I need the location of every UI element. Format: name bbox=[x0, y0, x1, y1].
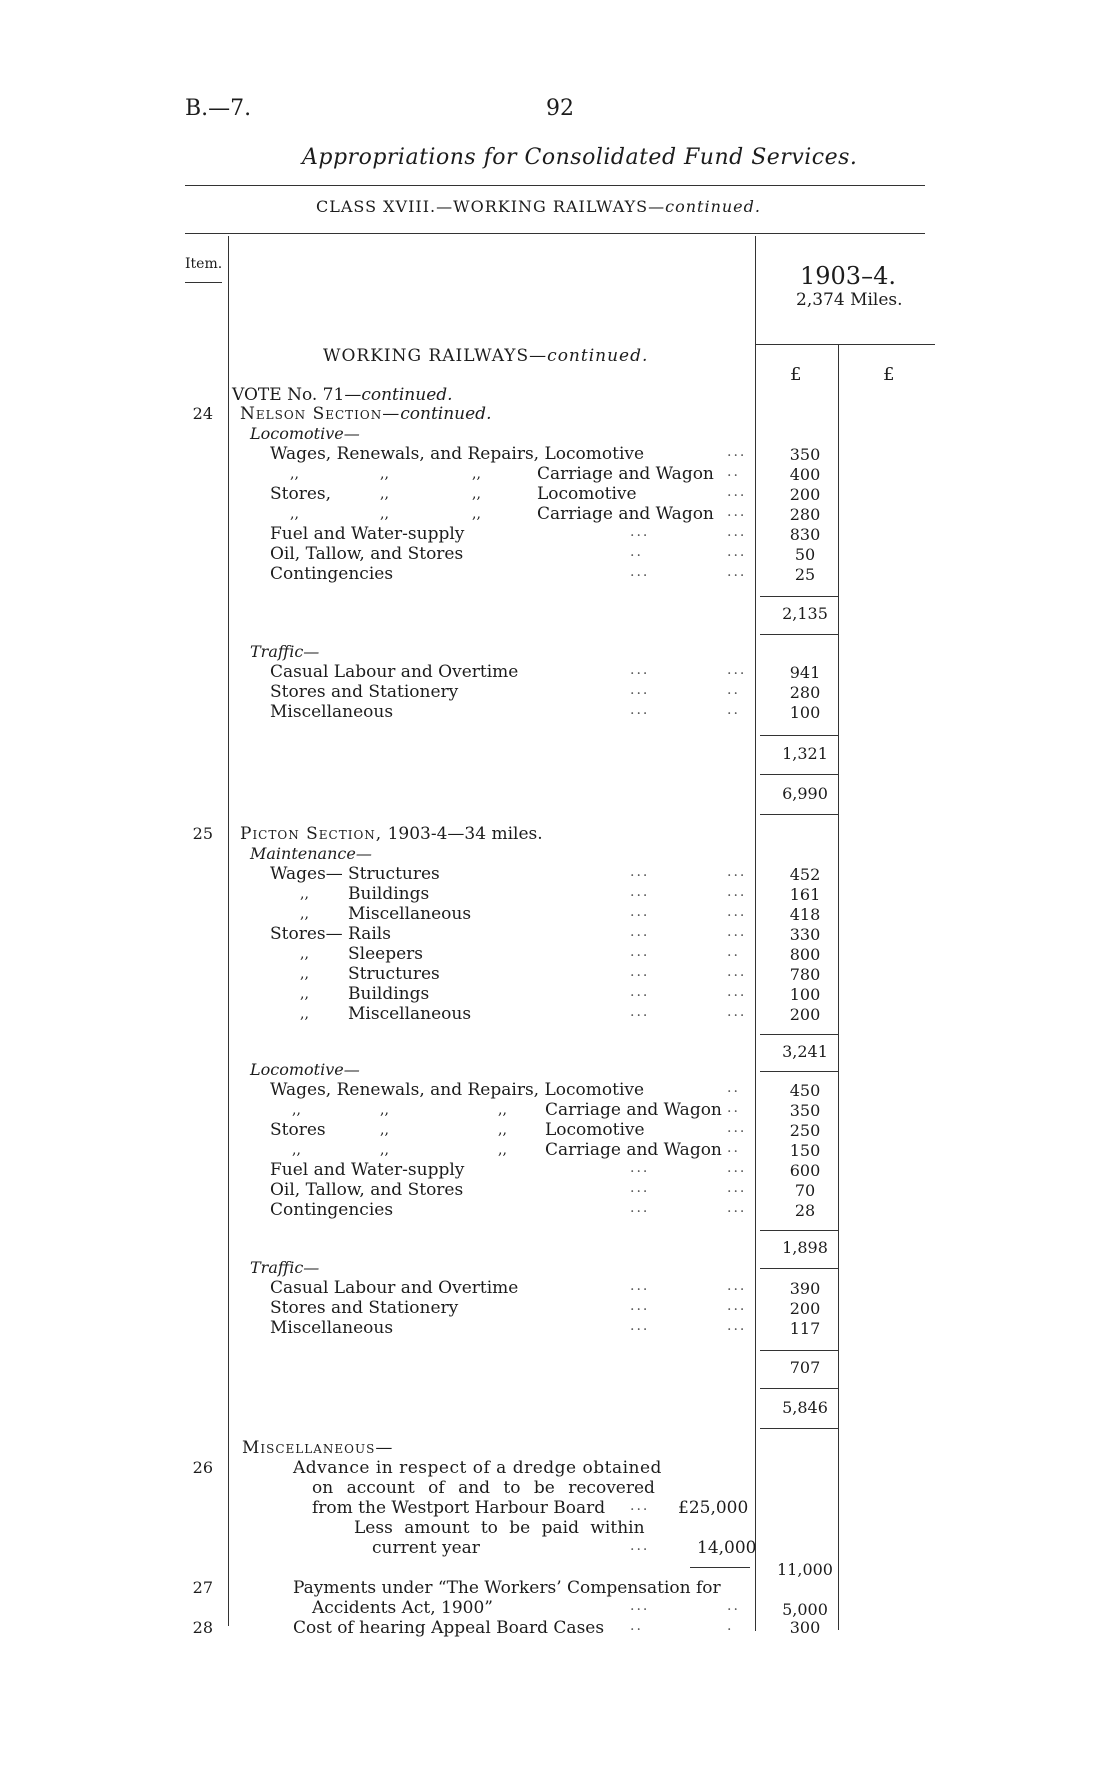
line-item-value: 250 bbox=[789, 1121, 821, 1140]
leader-dots: ... bbox=[630, 884, 650, 900]
line-item-label: Contingencies bbox=[270, 1200, 394, 1220]
leader-dots: ... bbox=[727, 1180, 747, 1196]
leader-dots: .. bbox=[630, 544, 643, 560]
total-rule bbox=[760, 814, 838, 815]
line-item-label: Structures bbox=[348, 864, 440, 884]
leader-dots: ... bbox=[630, 964, 650, 980]
line-item-value: 100 bbox=[789, 703, 821, 722]
subtotal-rule bbox=[760, 1230, 838, 1231]
leader-dots: ... bbox=[727, 504, 747, 520]
ditto-marks: ,, bbox=[472, 506, 481, 522]
line-item-value: 280 bbox=[789, 505, 821, 524]
line-item-label: Sleepers bbox=[348, 944, 423, 964]
line-item-label: Casual Labour and Overtime bbox=[270, 662, 519, 682]
subtotal-rule bbox=[760, 735, 838, 736]
workers-compensation-line: Accidents Act, 1900” bbox=[312, 1598, 493, 1618]
vote-label bbox=[232, 385, 453, 405]
line-item-value: 800 bbox=[789, 945, 821, 964]
leader-dots: ... bbox=[630, 1498, 650, 1514]
leader-dots: ... bbox=[727, 1004, 747, 1020]
ditto-marks: ,, bbox=[292, 1142, 301, 1158]
item-number: 26 bbox=[192, 1458, 213, 1477]
leader-dots: ... bbox=[630, 682, 650, 698]
leader-dots: ... bbox=[630, 864, 650, 880]
line-item-value: 25 bbox=[794, 565, 816, 584]
leader-dots: ... bbox=[727, 1160, 747, 1176]
ditto-marks: ,, bbox=[380, 506, 389, 522]
line-item-label: Miscellaneous bbox=[348, 1004, 472, 1024]
subtotal-value: 3,241 bbox=[782, 1042, 828, 1061]
ditto-marks: ,, bbox=[290, 506, 299, 522]
subtotal-value: 1,898 bbox=[782, 1238, 828, 1257]
line-item-value: 280 bbox=[789, 683, 821, 702]
line-item-label: Stores bbox=[270, 1120, 326, 1140]
section-heading-text: WORKING RAILWAYS— bbox=[323, 346, 548, 366]
ditto-marks: ,, bbox=[300, 886, 309, 902]
miscellaneous-heading: Miscellaneous— bbox=[242, 1438, 394, 1458]
picton-maintenance-heading: Maintenance— bbox=[250, 844, 372, 863]
leader-dots: .. bbox=[727, 702, 740, 718]
class-suffix: continued. bbox=[665, 197, 761, 216]
ditto-marks: ,, bbox=[380, 466, 389, 482]
leader-dots: ... bbox=[630, 924, 650, 940]
leader-dots: ... bbox=[727, 1298, 747, 1314]
appeal-board-value: 300 bbox=[789, 1618, 821, 1637]
line-item-label: Carriage and Wagon bbox=[545, 1100, 722, 1120]
subtotal-rule bbox=[760, 1268, 838, 1269]
item-column-label: Item. bbox=[185, 256, 223, 272]
line-item-label: Stores, bbox=[270, 484, 332, 504]
picton-title-text: Picton Section, bbox=[240, 824, 383, 844]
line-item-label: Oil, Tallow, and Stores bbox=[270, 544, 464, 564]
line-item-value: 350 bbox=[789, 445, 821, 464]
line-item-value: 28 bbox=[794, 1201, 816, 1220]
leader-dots: ... bbox=[727, 964, 747, 980]
nelson-locomotive-heading: Locomotive— bbox=[250, 424, 360, 443]
section-total-value: 5,846 bbox=[782, 1398, 828, 1417]
leader-dots: .. bbox=[727, 944, 740, 960]
line-item-label: Wages, Renewals, and Repairs, Locomotive bbox=[270, 444, 645, 464]
line-item-value: 150 bbox=[789, 1141, 821, 1160]
vote-label-text: VOTE No. 71— bbox=[232, 385, 362, 405]
leader-dots: ... bbox=[630, 564, 650, 580]
line-item-label: Structures bbox=[348, 964, 440, 984]
leader-dots: ... bbox=[630, 984, 650, 1000]
ditto-marks: ,, bbox=[300, 986, 309, 1002]
year-rule bbox=[755, 344, 935, 345]
leader-dots: .. bbox=[727, 1100, 740, 1116]
leader-dots: ... bbox=[630, 1318, 650, 1334]
line-item-value: 452 bbox=[789, 865, 821, 884]
total-rule bbox=[760, 1428, 838, 1429]
line-item-label: Carriage and Wagon bbox=[545, 1140, 722, 1160]
line-item-value: 350 bbox=[789, 1101, 821, 1120]
line-item-label: Miscellaneous bbox=[270, 702, 394, 722]
leader-dots: ... bbox=[630, 1298, 650, 1314]
nelson-title-suffix: continued. bbox=[400, 404, 492, 424]
leader-dots: ... bbox=[727, 1200, 747, 1216]
item-label-rule bbox=[185, 282, 222, 283]
ditto-marks: ,, bbox=[472, 486, 481, 502]
net-advance-value: 11,000 bbox=[777, 1560, 833, 1579]
leader-dots: .. bbox=[727, 1598, 740, 1614]
advance-line: from the Westport Harbour Board bbox=[312, 1498, 606, 1518]
ditto-marks: ,, bbox=[300, 946, 309, 962]
line-item-label: Fuel and Water-supply bbox=[270, 1160, 465, 1180]
leader-dots: ... bbox=[630, 1004, 650, 1020]
leader-dots: ... bbox=[727, 1278, 747, 1294]
leader-dots: .. bbox=[727, 1080, 740, 1096]
subtotal-rule bbox=[760, 774, 838, 775]
ditto-marks: ,, bbox=[498, 1102, 507, 1118]
ditto-marks: ,, bbox=[300, 906, 309, 922]
pound-symbol-2: £ bbox=[883, 364, 895, 385]
less-amount: 14,000 bbox=[697, 1538, 757, 1558]
leader-dots: ... bbox=[727, 444, 747, 460]
maintenance-prefix: Stores— bbox=[270, 924, 343, 944]
leader-dots: ... bbox=[727, 864, 747, 880]
line-item-label: Carriage and Wagon bbox=[537, 464, 714, 484]
line-item-label: Miscellaneous bbox=[270, 1318, 394, 1338]
line-item-value: 941 bbox=[789, 663, 821, 682]
maintenance-prefix: Wages— bbox=[270, 864, 343, 884]
nelson-section-title bbox=[240, 404, 491, 424]
line-item-label: Oil, Tallow, and Stores bbox=[270, 1180, 464, 1200]
item-number: 27 bbox=[192, 1578, 213, 1597]
leader-dots: ... bbox=[727, 484, 747, 500]
leader-dots: ... bbox=[727, 1318, 747, 1334]
item-column-divider bbox=[228, 236, 229, 1626]
ditto-marks: ,, bbox=[380, 486, 389, 502]
subtotal-rule bbox=[760, 1350, 838, 1351]
line-item-value: 780 bbox=[789, 965, 821, 984]
subtotal-value: 707 bbox=[789, 1358, 821, 1377]
section-total-value: 6,990 bbox=[782, 784, 828, 803]
line-item-value: 330 bbox=[789, 925, 821, 944]
leader-dots: ... bbox=[727, 564, 747, 580]
leader-dots: ... bbox=[727, 984, 747, 1000]
line-item-value: 70 bbox=[794, 1181, 816, 1200]
page-title: Appropriations for Consolidated Fund Services. bbox=[302, 145, 858, 170]
workers-compensation-value: 5,000 bbox=[782, 1600, 828, 1619]
ditto-marks: ,, bbox=[498, 1142, 507, 1158]
picton-title-rest: 1903-4—34 miles. bbox=[387, 824, 543, 844]
leader-dots: .. bbox=[630, 1618, 643, 1634]
line-item-value: 117 bbox=[789, 1319, 821, 1338]
picton-section-title bbox=[240, 824, 543, 844]
leader-dots: ... bbox=[630, 1180, 650, 1196]
leader-dots: ... bbox=[727, 924, 747, 940]
leader-dots: ... bbox=[630, 1538, 650, 1554]
leader-dots: ... bbox=[630, 1278, 650, 1294]
item-number: 28 bbox=[192, 1618, 213, 1637]
leader-dots: ... bbox=[630, 702, 650, 718]
advance-amount: £25,000 bbox=[678, 1498, 749, 1518]
ditto-marks: ,, bbox=[380, 1102, 389, 1118]
ditto-marks: ,, bbox=[498, 1122, 507, 1138]
vote-label-suffix: continued. bbox=[361, 385, 453, 405]
line-item-value: 161 bbox=[789, 885, 821, 904]
less-line: Less amount to be paid within bbox=[354, 1518, 645, 1538]
subtotal-value: 2,135 bbox=[782, 604, 828, 623]
section-heading bbox=[323, 346, 648, 366]
miles-heading: 2,374 Miles. bbox=[796, 290, 903, 310]
title-rule bbox=[185, 185, 925, 186]
leader-dots: ... bbox=[630, 944, 650, 960]
line-item-label: Casual Labour and Overtime bbox=[270, 1278, 519, 1298]
year-heading: 1903–4. bbox=[800, 262, 896, 290]
line-item-label: Stores and Stationery bbox=[270, 682, 459, 702]
ditto-marks: ,, bbox=[380, 1122, 389, 1138]
workers-compensation-line: Payments under “The Workers’ Compensation for bbox=[293, 1578, 721, 1598]
subtotal-value: 1,321 bbox=[782, 744, 828, 763]
ditto-marks: ,, bbox=[380, 1142, 389, 1158]
ditto-marks: ,, bbox=[292, 1102, 301, 1118]
ditto-marks: ,, bbox=[290, 466, 299, 482]
line-item-value: 450 bbox=[789, 1081, 821, 1100]
line-item-label: Buildings bbox=[348, 884, 430, 904]
advance-line: on account of and to be recovered bbox=[312, 1478, 655, 1498]
leader-dots: ... bbox=[727, 884, 747, 900]
pound-symbol-1: £ bbox=[790, 364, 802, 385]
line-item-value: 200 bbox=[789, 485, 821, 504]
leader-dots: ... bbox=[630, 1160, 650, 1176]
leader-dots: ... bbox=[727, 544, 747, 560]
line-item-label: Contingencies bbox=[270, 564, 394, 584]
picton-traffic-heading: Traffic— bbox=[250, 1258, 320, 1277]
line-item-label: Wages, Renewals, and Repairs, Locomotive bbox=[270, 1080, 645, 1100]
ditto-marks: ,, bbox=[300, 1006, 309, 1022]
line-item-value: 830 bbox=[789, 525, 821, 544]
line-item-value: 100 bbox=[789, 985, 821, 1004]
picton-locomotive-heading: Locomotive— bbox=[250, 1060, 360, 1079]
subtotal-rule bbox=[760, 634, 838, 635]
subtraction-rule bbox=[690, 1567, 750, 1568]
class-heading bbox=[316, 197, 761, 216]
line-item-label: Carriage and Wagon bbox=[537, 504, 714, 524]
line-item-value: 400 bbox=[789, 465, 821, 484]
leader-dots: ... bbox=[727, 662, 747, 678]
leader-dots: ... bbox=[630, 524, 650, 540]
leader-dots: .. bbox=[727, 682, 740, 698]
leader-dots: ... bbox=[630, 1200, 650, 1216]
subtotal-rule bbox=[760, 1071, 838, 1072]
line-item-label: Locomotive bbox=[545, 1120, 645, 1140]
amount-column-divider bbox=[755, 236, 756, 1631]
line-item-value: 50 bbox=[794, 545, 816, 564]
line-item-value: 600 bbox=[789, 1161, 821, 1180]
leader-dots: ... bbox=[630, 904, 650, 920]
leader-dots: ... bbox=[630, 1598, 650, 1614]
line-item-label: Fuel and Water-supply bbox=[270, 524, 465, 544]
line-item-label: Miscellaneous bbox=[348, 904, 472, 924]
leader-dots: . bbox=[727, 1618, 734, 1634]
section-heading-suffix: continued. bbox=[547, 346, 649, 366]
line-item-value: 200 bbox=[789, 1299, 821, 1318]
less-line: current year bbox=[372, 1538, 480, 1558]
advance-line: Advance in respect of a dredge obtained bbox=[293, 1458, 662, 1478]
doc-reference: B.—7. bbox=[185, 96, 252, 121]
line-item-label: Locomotive bbox=[537, 484, 637, 504]
appeal-board-label: Cost of hearing Appeal Board Cases bbox=[293, 1618, 605, 1638]
class-title: CLASS XVIII.—WORKING RAILWAYS— bbox=[316, 197, 666, 216]
nelson-traffic-heading: Traffic— bbox=[250, 642, 320, 661]
leader-dots: .. bbox=[727, 1140, 740, 1156]
ditto-marks: ,, bbox=[472, 466, 481, 482]
line-item-value: 200 bbox=[789, 1005, 821, 1024]
line-item-label: Buildings bbox=[348, 984, 430, 1004]
line-item-value: 390 bbox=[789, 1279, 821, 1298]
leader-dots: ... bbox=[727, 524, 747, 540]
item-number: 25 bbox=[192, 824, 213, 843]
item-number: 24 bbox=[192, 404, 213, 423]
leader-dots: ... bbox=[630, 662, 650, 678]
line-item-value: 418 bbox=[789, 905, 821, 924]
subtotal-rule bbox=[760, 596, 838, 597]
line-item-label: Rails bbox=[348, 924, 391, 944]
line-item-label: Stores and Stationery bbox=[270, 1298, 459, 1318]
page-number: 92 bbox=[546, 96, 574, 121]
subtotal-rule bbox=[760, 1034, 838, 1035]
leader-dots: .. bbox=[727, 464, 740, 480]
nelson-title-text: Nelson Section— bbox=[240, 404, 401, 424]
class-rule bbox=[185, 233, 925, 234]
subtotal-rule bbox=[760, 1388, 838, 1389]
leader-dots: ... bbox=[727, 904, 747, 920]
leader-dots: ... bbox=[727, 1120, 747, 1136]
ditto-marks: ,, bbox=[300, 966, 309, 982]
